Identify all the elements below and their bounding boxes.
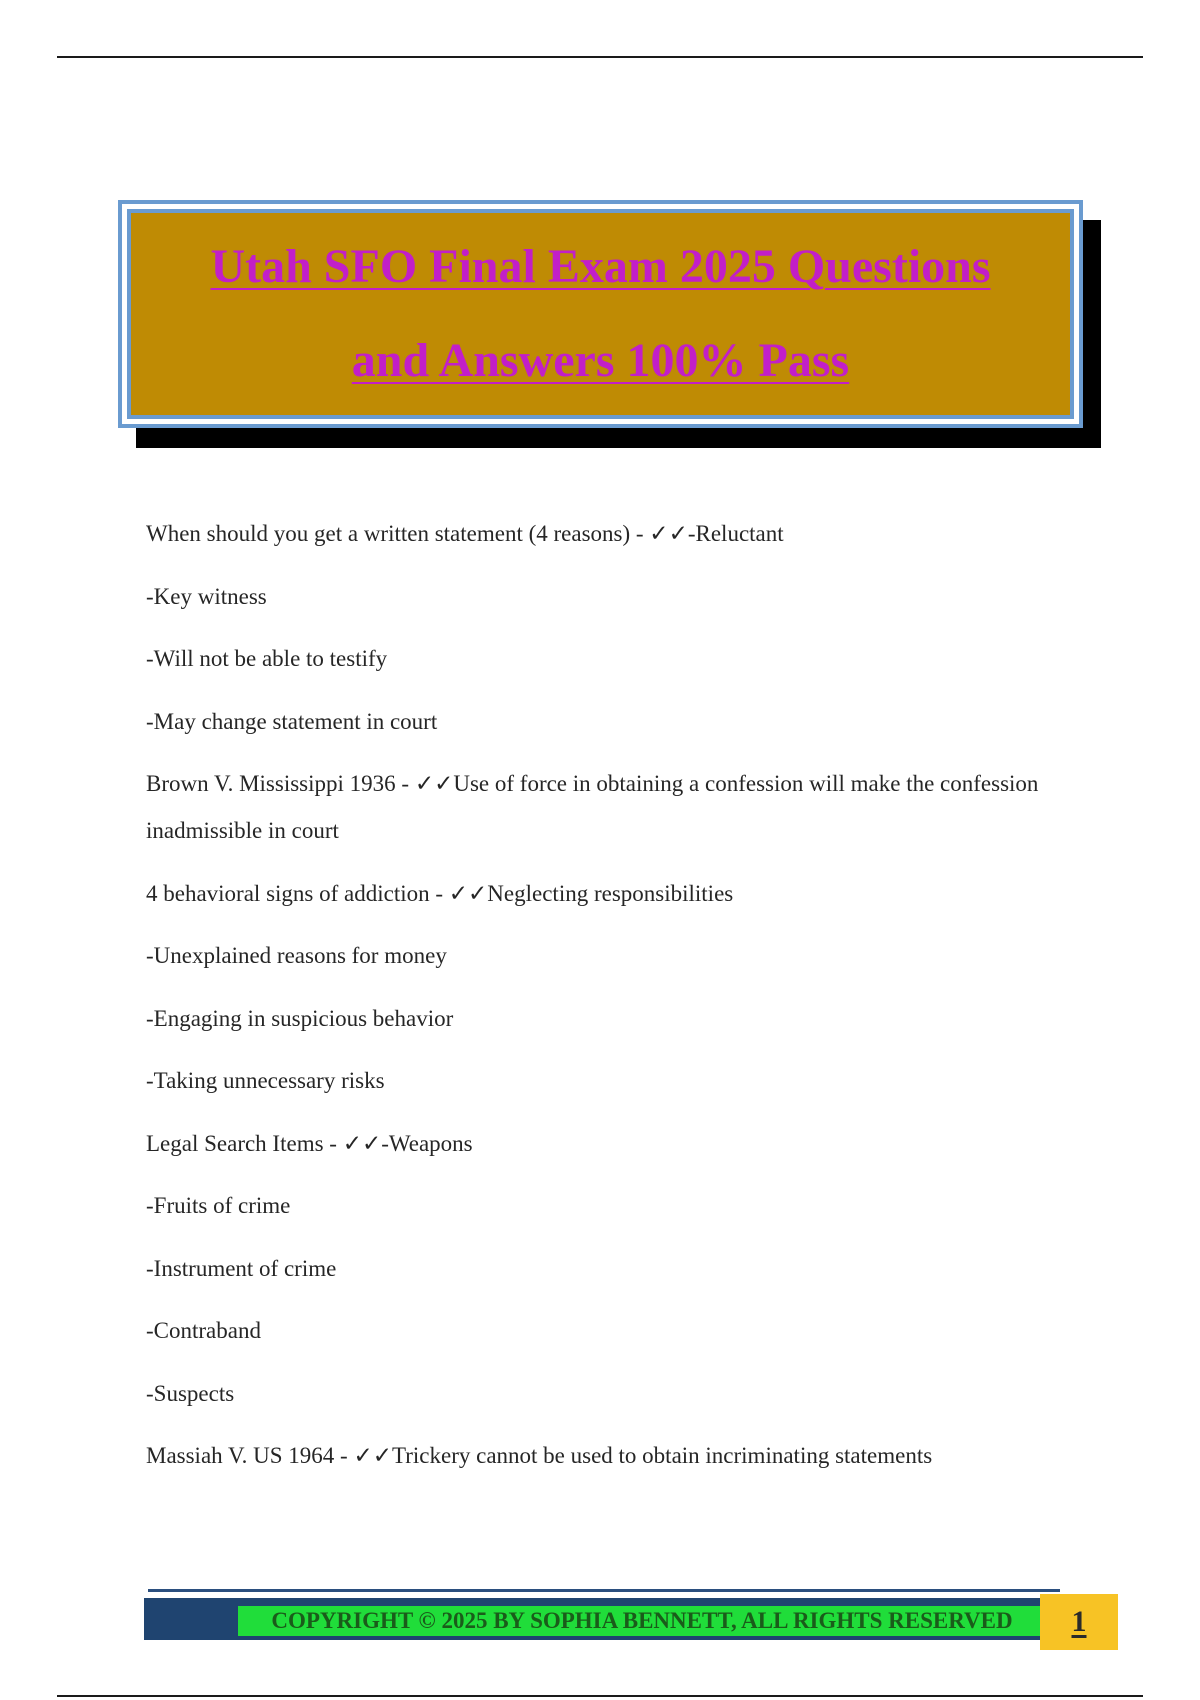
paragraph: -Fruits of crime: [146, 1193, 291, 1218]
paragraph: Massiah V. US 1964 - ✓✓Trickery cannot be used to obtain incriminating statements: [146, 1443, 933, 1468]
paragraph: -Key witness: [146, 583, 267, 609]
qa-content: [146, 510, 1076, 1495]
paragraph: -Instrument of crime: [146, 1255, 337, 1281]
paragraph: 4 behavioral signs of addiction - ✓✓Neglecting responsibilities: [146, 880, 734, 906]
copyright-notice: COPYRIGHT © 2025 BY SOPHIA BENNETT, ALL RIGHTS RESERVED: [238, 1606, 1046, 1636]
page-number: 1: [1071, 1605, 1087, 1638]
paragraph: -Engaging in suspicious behavior: [146, 1005, 454, 1031]
title-line-1: Utah SFO Final Exam 2025 Questions: [210, 240, 991, 293]
paragraph: -May change statement in court: [146, 708, 438, 734]
bottom-rule: [57, 1695, 1143, 1697]
paragraph: -Suspects: [146, 1380, 235, 1406]
footer-rule: [148, 1589, 1060, 1592]
title-inner: [127, 209, 1074, 419]
paragraph: -Unexplained reasons for money: [146, 943, 447, 968]
title-line-2: and Answers 100% Pass: [351, 334, 850, 387]
paragraph: -Taking unnecessary risks: [146, 1068, 385, 1093]
top-rule: [57, 56, 1143, 58]
paragraph: Legal Search Items - ✓✓-Weapons: [146, 1130, 473, 1156]
title-box: [118, 200, 1083, 428]
page-number-box: [1040, 1594, 1118, 1650]
paragraph: When should you get a written statement (4 reasons) - ✓✓-Reluctant: [146, 521, 784, 546]
paragraph: -Will not be able to testify: [146, 646, 388, 671]
paragraph: Brown V. Mississippi 1936 - ✓✓Use of force in obtaining a confession will make the confession inadmissible in court: [146, 771, 1039, 843]
paragraph: -Contraband: [146, 1318, 261, 1343]
